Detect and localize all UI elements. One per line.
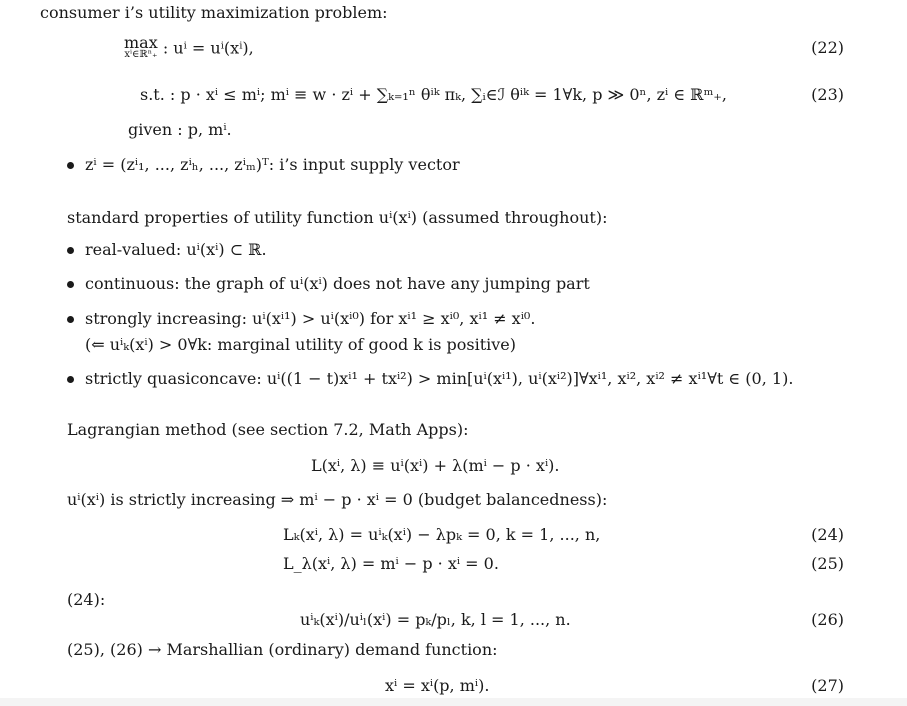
equation-25: L_λ(xⁱ, λ) = mⁱ − p · xⁱ = 0.	[283, 554, 499, 573]
budget-balancedness-text: uⁱ(xⁱ) is strictly increasing ⇒ mⁱ − p · xⁱ = 0 (budget balancedness):	[67, 490, 608, 509]
equation-number-26: (26)	[811, 610, 844, 629]
equation-number-24: (24)	[811, 525, 844, 544]
equation-number-27: (27)	[811, 676, 844, 695]
equation-27: xⁱ = xⁱ(p, mⁱ).	[385, 676, 490, 695]
property-continuous: continuous: the graph of uⁱ(xⁱ) does not have any jumping part	[85, 274, 590, 293]
max-subscript: xⁱ∈ℝⁿ₊	[124, 49, 158, 60]
lagrangian-heading: Lagrangian method (see section 7.2, Math Apps):	[67, 420, 469, 439]
given-line: given : p, mⁱ.	[128, 120, 232, 139]
equation-26: uⁱₖ(xⁱ)/uⁱₗ(xⁱ) = pₖ/pₗ, k, l = 1, ..., n.	[300, 610, 571, 629]
equation-24: Lₖ(xⁱ, λ) = uⁱₖ(xⁱ) − λpₖ = 0, k = 1, ..., n,	[283, 525, 601, 544]
equation-22	[124, 33, 254, 61]
equation-23: s.t. : p · xⁱ ≤ mⁱ; mⁱ ≡ w · zⁱ + ∑ₖ₌₁ⁿ θⁱᵏ πₖ, ∑ᵢ∈ℐ θⁱᵏ = 1∀k, p ≫ 0ⁿ, zⁱ ∈ ℝᵐ₊,	[140, 85, 727, 104]
bullet-icon	[67, 376, 74, 383]
from-24-label: (24):	[67, 590, 106, 609]
property-real-valued: real-valued: uⁱ(xⁱ) ⊂ ℝ.	[85, 240, 267, 259]
page-bottom-edge	[0, 698, 907, 706]
max-operator: max	[124, 33, 158, 52]
bullet-icon	[67, 162, 74, 169]
equation-number-22: (22)	[811, 38, 844, 57]
property-strictly-quasiconcave: strictly quasiconcave: uⁱ((1 − t)xⁱ¹ + txⁱ²) > min[uⁱ(xⁱ¹), uⁱ(xⁱ²)]∀xⁱ¹, xⁱ², xⁱ² ≠ xⁱ¹∀t ∈ (0, 1).	[85, 369, 794, 388]
property-strongly-increasing: strongly increasing: uⁱ(xⁱ¹) > uⁱ(xⁱ⁰) for xⁱ¹ ≥ xⁱ⁰, xⁱ¹ ≠ xⁱ⁰.	[85, 309, 536, 328]
input-supply-vector: zⁱ = (zⁱ₁, ..., zⁱₕ, ..., zⁱₘ)ᵀ: i’s input supply vector	[85, 155, 460, 174]
equation-22-body: : uⁱ = uⁱ(xⁱ),	[162, 38, 254, 58]
intro-text: consumer i’s utility maximization problem:	[40, 3, 388, 22]
equation-number-25: (25)	[811, 554, 844, 573]
equation-number-23: (23)	[811, 85, 844, 104]
lagrangian-equation: L(xⁱ, λ) ≡ uⁱ(xⁱ) + λ(mⁱ − p · xⁱ).	[311, 456, 560, 475]
property-strongly-increasing-note: (⇐ uⁱₖ(xⁱ) > 0∀k: marginal utility of good k is positive)	[85, 335, 516, 354]
bullet-icon	[67, 247, 74, 254]
bullet-icon	[67, 281, 74, 288]
marshallian-text: (25), (26) → Marshallian (ordinary) demand function:	[67, 640, 498, 659]
bullet-icon	[67, 316, 74, 323]
properties-heading: standard properties of utility function uⁱ(xⁱ) (assumed throughout):	[67, 208, 608, 227]
